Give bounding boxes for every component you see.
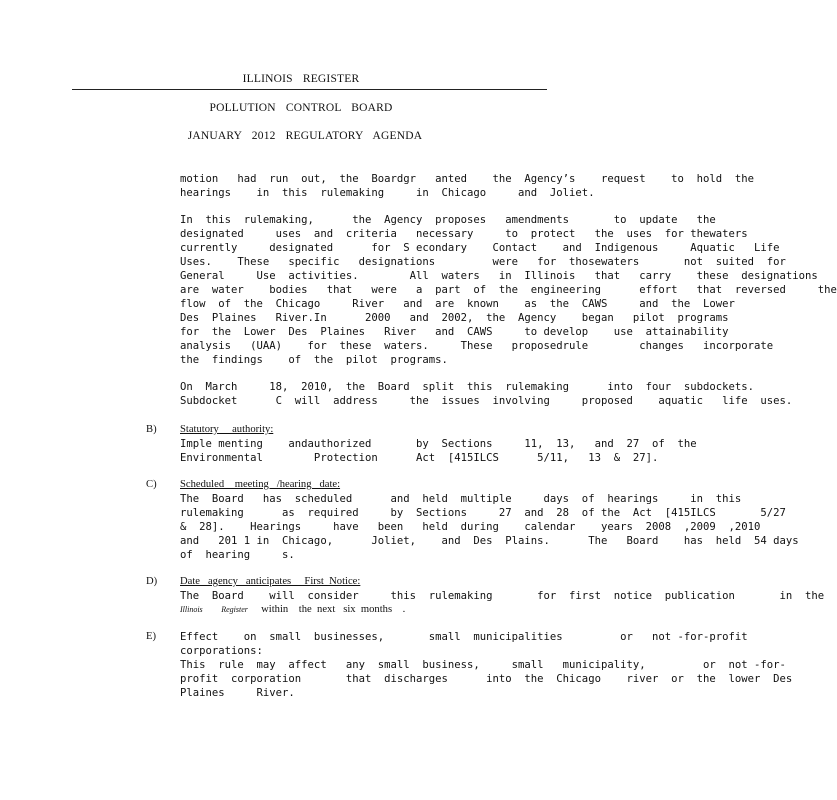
section-c-body: The Board has scheduled and held multiple days of hearings in this rulemaking as required by Sections 27 and 28 of the Act [415ILCS 5/27 & 28]. Hearings have been held during calendar years 2008 ,2009 ,2010 and 201 1 in Chicago, Joliet, and Des Plains. The Board has held 54 days of hearing s. bbox=[180, 493, 799, 561]
agenda-title: JANUARY 2012 REGULATORY AGENDA bbox=[187, 130, 423, 142]
section-e-heading: Effect on small businesses, small municipalities or not -for-profit corporations: bbox=[180, 631, 748, 657]
intro-paragraph-3: On March 18, 2010, the Board split this rulemaking into four subdockets. Subdocket C will address the issues involving proposed aquatic life uses. bbox=[180, 381, 793, 407]
section-c-marker: C) bbox=[146, 479, 157, 490]
agency-name: POLLUTION CONTROL BOARD bbox=[209, 102, 393, 114]
section-c-heading: Scheduled meeting /hearing date: bbox=[180, 479, 341, 490]
section-e-body: This rule may affect any small business, small municipality, or not -for- profit corporation that discharges into the Chicago river or the lower Des Plaines River. bbox=[180, 659, 793, 699]
section-b-heading: Statutory authority: bbox=[180, 424, 274, 435]
section-d-body-line1: The Board will consider this rulemaking for first notice publication in the bbox=[180, 590, 825, 602]
section-d-heading: Date agency anticipates First Notice: bbox=[180, 576, 361, 587]
register-italic-illinois: Illinois bbox=[180, 605, 203, 614]
section-d-marker: D) bbox=[146, 576, 158, 587]
register-italic-register: Register bbox=[221, 605, 248, 614]
section-d-body-line2-rest: within the next six months . bbox=[247, 604, 406, 615]
intro-paragraph-1: motion had run out, the Boardgr anted the Agency’s request to hold the hearings in this rulemaking in Chicago and Joliet. bbox=[180, 173, 755, 199]
section-e-marker: E) bbox=[146, 631, 156, 642]
intro-paragraph-2: In this rulemaking, the Agency proposes amendments to update the designated uses and criteria necessary to protect the uses for thewaters currently designated for S econdary Contact and Indigenous Aquatic Life Uses. These specific designations were for thosewaters not suited for General Use activities. All waters in Illinois that carry these designations are water bodies that were a part of the engineering effort that reversed the flow of the Chicago River and are known as the CAWS and the Lower Des Plaines River.In 2000 and 2002, the Agency began pilot programs for the Lower Des Plaines River and CAWS to develop use attainability analysis (UAA) for these waters. These proposedrule changes incorporate the findings of the pilot programs. bbox=[180, 214, 837, 366]
section-b-marker: B) bbox=[146, 424, 157, 435]
section-d-body-line2 bbox=[180, 603, 405, 617]
register-title: ILLINOIS REGISTER bbox=[242, 73, 360, 85]
section-b-body: Imple menting andauthorized by Sections 11, 13, and 27 of the Environmental Protection Act [415ILCS 5/11, 13 & 27]. bbox=[180, 438, 697, 464]
header-rule bbox=[72, 89, 547, 90]
